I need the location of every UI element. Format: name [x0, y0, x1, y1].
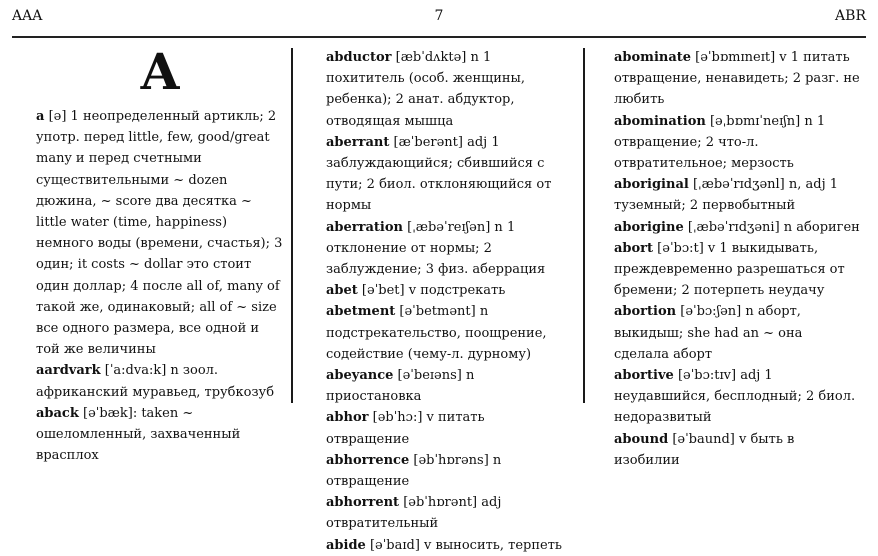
column-2: [326, 47, 568, 553]
definition: [æbˈdʌktə] n 1 похититель (особ. женщины, ребенка); 2 анат. абдуктор, отводящая мышца: [326, 50, 530, 129]
definition: [əˈbet] v подстрекать: [357, 283, 506, 299]
definition: [əbˈhɒrənt] adj отвратительный: [326, 495, 506, 532]
headword: abhorrent: [326, 495, 400, 511]
dictionary-entry: [614, 365, 860, 429]
definition: [əˈbaund] v быть в изобилии: [614, 431, 799, 468]
headword: abound: [614, 431, 669, 447]
definition: [əˈbɒmɪneɪt] v 1 питать отвращение, ненавидеть; 2 разг. не любить: [614, 50, 864, 108]
headword: abominate: [614, 50, 692, 65]
dictionary-entry: [326, 535, 568, 556]
definition: [ˌæbəˈreɪʃən] n 1 отклонение от нормы; 2 заблуждение; 3 физ. аберрация: [326, 219, 546, 278]
dictionary-entry: [614, 238, 860, 302]
headword: aborigine: [614, 219, 684, 235]
headword: abortive: [614, 368, 674, 384]
definition: [ə] 1 неопределенный артикль; 2 употр. перед little, few, good/great many и перед счетными существительными ~ dozen дюжина, ~ score два десятка ~ little water (time, happiness) немного воды (времени, счастья); 3 один; it costs ~ dollar это стоит один доллар; 4 после all of, many of такой же, одинаковый; all of ~ size все одного размера, все одной и той же величины: [36, 109, 287, 358]
definition: [əˈbɔ:tɪv] adj 1 неудавшийся, бесплодный; 2 биол. недоразвитый: [614, 368, 860, 426]
entries-list: [36, 106, 287, 466]
dictionary-entry: [614, 174, 860, 216]
dictionary-entry: [36, 360, 284, 402]
definition: [æˈberənt] adj 1 заблуждающийся; сбившийся с пути; 2 биол. отклоняющийся от нормы: [326, 134, 556, 214]
definition: [əˌbɒmɪˈneɪʃn] n 1 отвращение; 2 что-л. отвратительное; мерзость: [614, 113, 830, 172]
column-divider: [583, 48, 585, 403]
definition: [əˈbæk]: taken ~ ошеломленный, захваченный врасплох: [36, 405, 245, 464]
dictionary-entry: [326, 132, 568, 217]
dictionary-entry: [326, 450, 568, 492]
column-divider: [291, 48, 293, 403]
headword: a: [36, 109, 45, 124]
headword: abeyance: [326, 368, 394, 384]
dictionary-entry: [326, 217, 568, 281]
headword: abetment: [326, 304, 396, 320]
definition: [əbˈhɒrəns] n отвращение: [326, 452, 506, 490]
column-1: [36, 42, 287, 464]
headword: abide: [326, 537, 366, 553]
dictionary-entry: [326, 407, 568, 449]
headword: abhorrence: [326, 452, 410, 468]
dictionary-entry: [614, 429, 860, 471]
headword: abortion: [614, 304, 677, 320]
dictionary-entry: [326, 47, 568, 132]
definition: [əˈbeɪəns] n приостановка: [326, 368, 479, 405]
dictionary-entry: [326, 365, 568, 407]
headword: abet: [326, 283, 358, 299]
dictionary-entry: [326, 492, 568, 534]
definition: [əˈbaɪd] v выносить, терпеть: [365, 537, 562, 553]
dictionary-entry: [326, 280, 568, 301]
definition: [əˈbɔ:t] v 1 выкидывать, преждевременно разрешаться от бремени; 2 потерпеть неудачу: [614, 240, 849, 299]
definition: [əˈbetmənt] n подстрекательство, поощрение, содействие (чему-л. дурному): [326, 304, 551, 362]
headword: aback: [36, 405, 79, 421]
page-number: 7: [434, 8, 444, 24]
definition: [əbˈhɔ:] v питать отвращение: [326, 410, 489, 447]
dictionary-entry: [614, 217, 860, 238]
definition: [ˈa:dva:k] n зоол. африканский муравьед, трубкозуб: [36, 363, 275, 400]
dictionary-entry: [36, 403, 284, 467]
headword: aardvark: [36, 363, 101, 379]
headword: aberration: [326, 219, 403, 235]
running-head-left: AAA: [12, 8, 43, 24]
dictionary-entry: [614, 111, 860, 175]
section-letter: A: [140, 42, 180, 101]
running-head-right: ABR: [835, 8, 866, 24]
dictionary-entry: [36, 106, 287, 360]
column-3: [614, 47, 864, 468]
dictionary-entry: [614, 301, 860, 365]
headword: abhor: [326, 410, 369, 426]
headword: abomination: [614, 113, 706, 129]
headword: aberrant: [326, 134, 390, 150]
headword: abort: [614, 240, 654, 256]
definition: [ˌæbəˈrɪdʒənl] n, adj 1 туземный; 2 первобытный: [614, 177, 843, 214]
dictionary-entry: [326, 301, 568, 365]
header-rule: [12, 36, 866, 38]
headword: aboriginal: [614, 177, 689, 193]
dictionary-entry: [614, 47, 864, 111]
headword: abductor: [326, 50, 392, 65]
definition: [əˈbɔ:ʃən] n аборт, выкидыш; she had an ~ она сделала аборт: [614, 304, 807, 362]
definition: [ˌæbəˈrɪdʒəni] n абориген: [683, 219, 860, 235]
